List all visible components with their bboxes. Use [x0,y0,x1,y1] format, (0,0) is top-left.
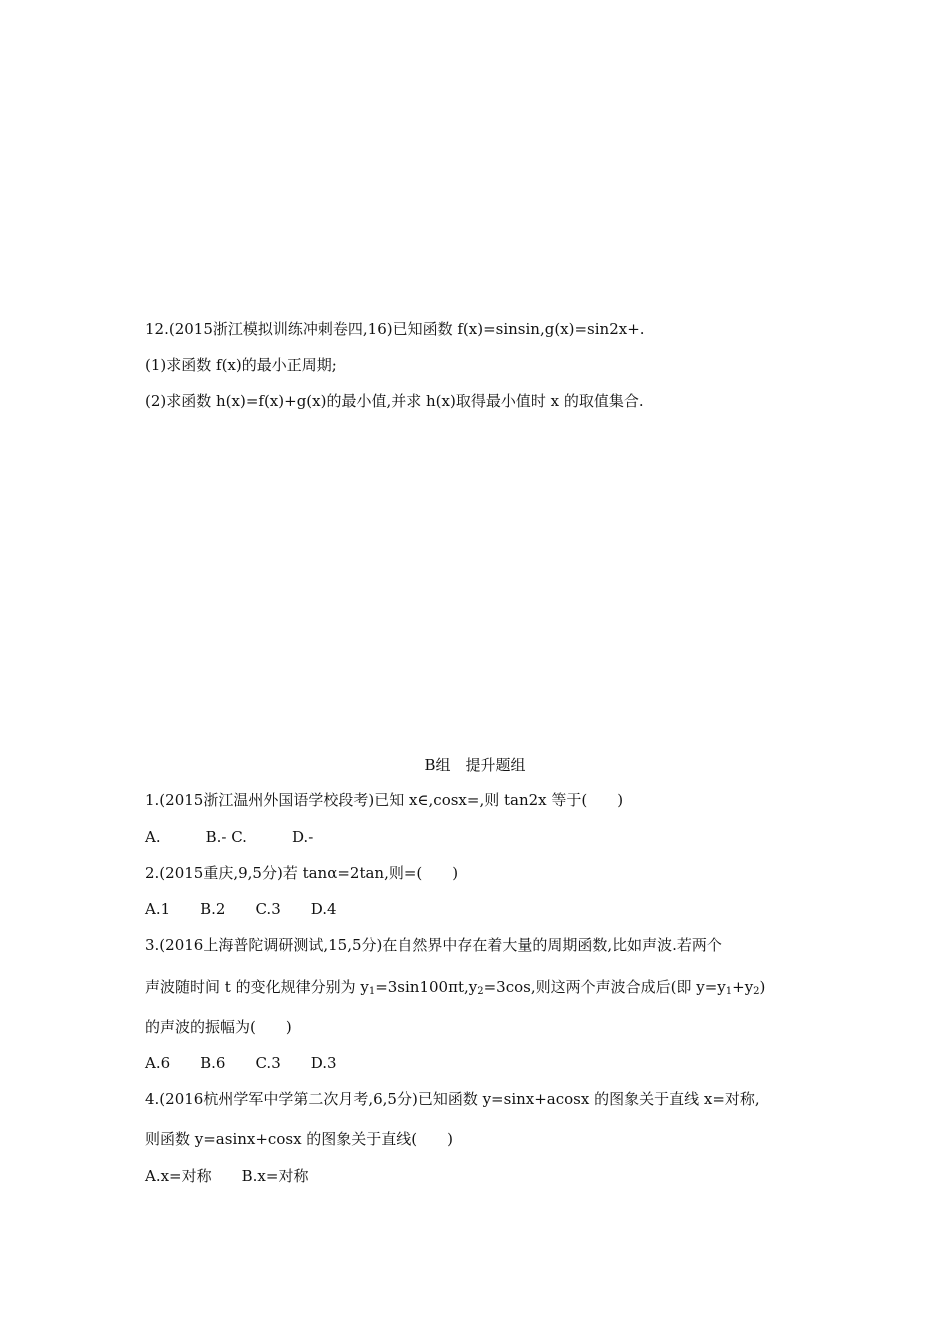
question-2-stem: 2.(2015重庆,9,5分)若 tanα=2tan,则=( ) [145,864,459,882]
section-b-title: B组 提升题组 [424,756,526,774]
question-3-options: A.6 B.6 C.3 D.3 [145,1054,337,1072]
problem-12-stem: 12.(2015浙江模拟训练冲刺卷四,16)已知函数 f(x)=sinsin,g(x)=sin2x+. [145,320,645,338]
question-1-options: A. B.- C. D.- [145,828,314,846]
problem-12-part-1: (1)求函数 f(x)的最小正周期; [145,356,337,374]
question-4-line-2: 则函数 y=asinx+cosx 的图象关于直线( ) [145,1130,453,1148]
question-1-stem: 1.(2015浙江温州外国语学校段考)已知 x∈,cosx=,则 tan2x 等于( ) [145,791,624,809]
question-2-options: A.1 B.2 C.3 D.4 [145,900,337,918]
question-3-line-1: 3.(2016上海普陀调研测试,15,5分)在自然界中存在着大量的周期函数,比如声波.若两个 [145,936,722,954]
problem-12-part-2: (2)求函数 h(x)=f(x)+g(x)的最小值,并求 h(x)取得最小值时 x 的取值集合. [145,392,644,410]
question-4-options: A.x=对称 B.x=对称 [145,1167,309,1185]
question-3-line-2: 声波随时间 t 的变化规律分别为 $y_1=3\sin 100\pi t,y_2=3\cos$,则这两个声波合成后(即 $y=y_1+y_2$) [145,978,766,997]
question-4-line-1: 4.(2016杭州学军中学第二次月考,6,5分)已知函数 y=sinx+acosx 的图象关于直线 x=对称, [145,1090,760,1108]
question-3-line-3: 的声波的振幅为( ) [145,1018,292,1036]
